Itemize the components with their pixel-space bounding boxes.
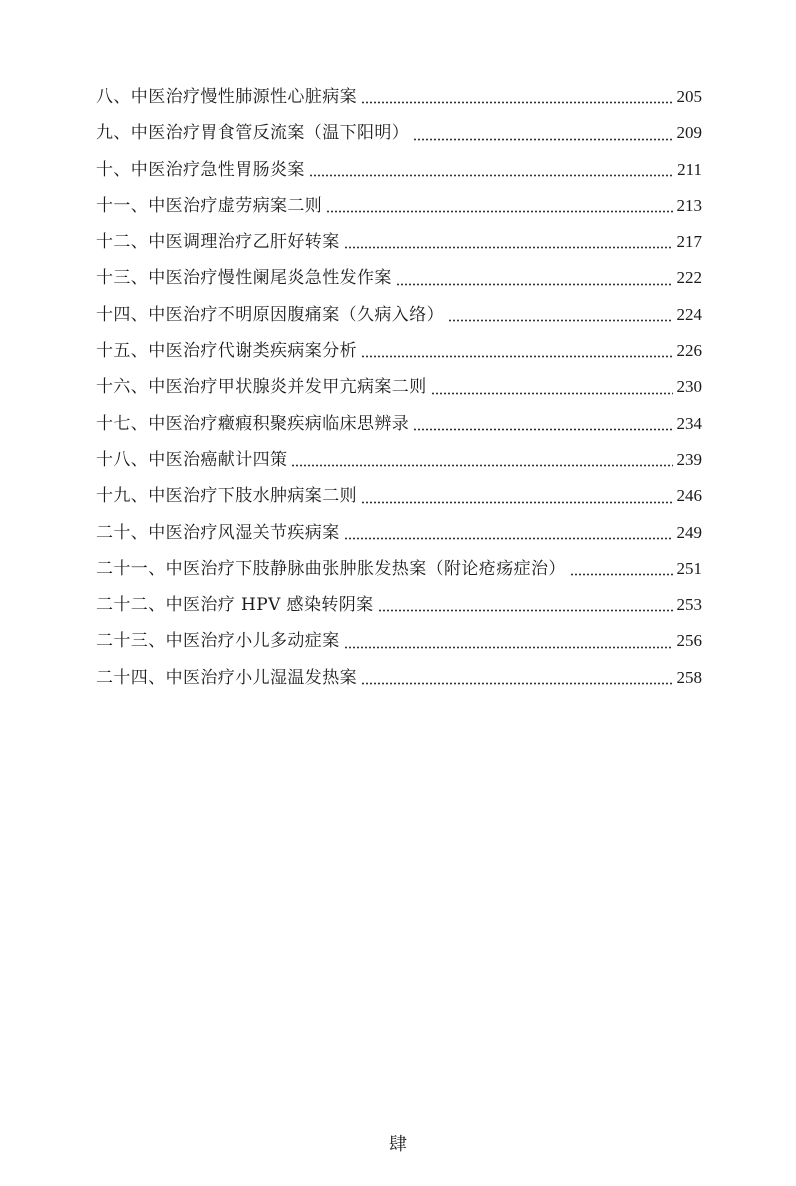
toc-entry-title: 十九、中医治疗下肢水肿病案二则: [96, 486, 357, 507]
toc-leader-dots: [361, 101, 673, 104]
toc-leader-dots: [344, 646, 673, 649]
toc-entry-title: 十七、中医治疗癥瘕积聚疾病临床思辨录: [96, 413, 410, 434]
toc-entry[interactable]: [96, 333, 702, 369]
toc-entry-title: 十四、中医治疗不明原因腹痛案（久病入络）: [96, 304, 444, 325]
toc-entry-title: 十八、中医治癌献计四策: [96, 449, 288, 470]
toc-entry-page: 251: [676, 558, 702, 578]
toc-entry-title: 十、中医治疗急性胃肠炎案: [96, 159, 305, 180]
toc-leader-dots: [291, 464, 672, 467]
toc-entry-title: 二十、中医治疗风湿关节疾病案: [96, 522, 340, 543]
toc-entry[interactable]: [96, 260, 702, 296]
toc-entry-page: 213: [676, 195, 702, 215]
toc-entry-page: 258: [676, 667, 702, 687]
table-of-contents: [96, 79, 702, 696]
toc-entry[interactable]: [96, 478, 702, 514]
toc-entry[interactable]: [96, 623, 702, 659]
toc-entry-title: 十三、中医治疗慢性阑尾炎急性发作案: [96, 268, 392, 289]
toc-leader-dots: [396, 283, 673, 286]
toc-entry[interactable]: [96, 224, 702, 260]
toc-entry-page: 205: [676, 87, 702, 106]
toc-entry-title: 十一、中医治疗虚劳病案二则: [96, 195, 323, 216]
toc-leader-dots: [413, 428, 672, 431]
toc-entry-title: 八、中医治疗慢性肺源性心脏病案: [96, 87, 357, 107]
toc-entry[interactable]: [96, 297, 702, 333]
toc-leader-dots: [448, 319, 673, 322]
toc-entry-title: 二十三、中医治疗小儿多动症案: [96, 631, 340, 652]
toc-leader-dots: [361, 355, 673, 358]
toc-entry-title: 十六、中医治疗甲状腺炎并发甲亢病案二则: [96, 377, 427, 398]
toc-entry-page: 249: [676, 522, 702, 542]
toc-entry[interactable]: [96, 587, 702, 623]
toc-entry[interactable]: [96, 660, 702, 696]
toc-entry[interactable]: [96, 79, 702, 115]
toc-entry-page: 239: [676, 449, 702, 469]
toc-entry-page: 224: [676, 304, 702, 324]
toc-leader-dots: [344, 537, 673, 540]
toc-entry-page: 234: [676, 413, 702, 433]
toc-entry[interactable]: [96, 115, 702, 151]
toc-leader-dots: [431, 392, 673, 395]
toc-entry-page: 246: [676, 486, 702, 506]
toc-entry[interactable]: [96, 152, 702, 188]
toc-entry-page: 253: [676, 595, 702, 615]
toc-leader-dots: [309, 174, 673, 177]
toc-entry-title: 二十四、中医治疗小儿湿温发热案: [96, 667, 357, 688]
page-number: 肆: [389, 1134, 407, 1155]
toc-entry[interactable]: [96, 369, 702, 405]
toc-leader-dots: [326, 210, 672, 213]
toc-entry-page: 222: [676, 268, 702, 288]
toc-leader-dots: [361, 682, 673, 685]
toc-entry[interactable]: [96, 188, 702, 224]
toc-leader-dots: [570, 573, 673, 576]
toc-entry-page: 209: [676, 123, 702, 143]
toc-entry-title: 二十二、中医治疗 HPV 感染转阴案: [96, 595, 374, 616]
toc-entry-title: 九、中医治疗胃食管反流案（温下阳明）: [96, 123, 410, 144]
toc-entry-page: 256: [676, 631, 702, 651]
toc-entry[interactable]: [96, 515, 702, 551]
toc-leader-dots: [361, 501, 673, 504]
toc-entry-title: 二十一、中医治疗下肢静脉曲张肿胀发热案（附论疮疡症治）: [96, 558, 566, 579]
toc-entry-page: 211: [677, 159, 702, 179]
toc-entry[interactable]: [96, 442, 702, 478]
toc-entry-page: 217: [676, 232, 702, 252]
toc-entry-page: 230: [676, 377, 702, 397]
toc-leader-dots: [378, 609, 673, 612]
toc-entry[interactable]: [96, 551, 702, 587]
toc-entry-title: 十二、中医调理治疗乙肝好转案: [96, 232, 340, 253]
toc-leader-dots: [344, 246, 673, 249]
toc-entry[interactable]: [96, 406, 702, 442]
toc-entry-title: 十五、中医治疗代谢类疾病案分析: [96, 341, 357, 362]
toc-leader-dots: [413, 138, 672, 141]
toc-entry-page: 226: [676, 341, 702, 361]
